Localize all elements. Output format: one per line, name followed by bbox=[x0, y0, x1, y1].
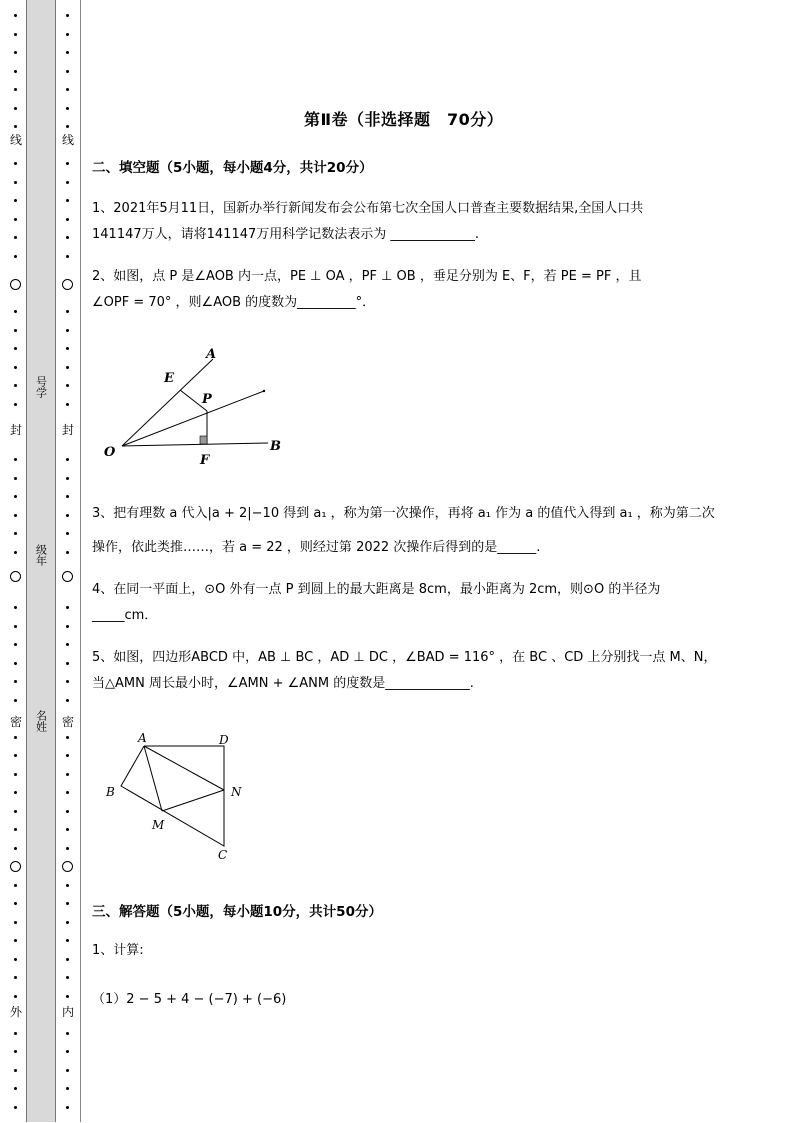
margin-dot bbox=[14, 662, 17, 665]
margin-dot bbox=[14, 532, 17, 535]
margin-dot bbox=[14, 70, 17, 73]
margin-dot bbox=[14, 366, 17, 369]
binding-dots-outer bbox=[6, 0, 26, 1122]
margin-dot bbox=[14, 643, 17, 646]
label-o: O bbox=[104, 445, 116, 460]
answer-question-1: 1、计算: bbox=[92, 943, 144, 958]
label-b: B bbox=[270, 439, 281, 454]
margin-dot bbox=[66, 347, 69, 350]
margin-word: 线 bbox=[9, 133, 22, 147]
margin-dot bbox=[66, 958, 69, 961]
margin-dot bbox=[66, 773, 69, 776]
margin-dot bbox=[66, 810, 69, 813]
quadrilateral-outline bbox=[121, 746, 224, 846]
margin-dot bbox=[66, 458, 69, 461]
section-fill-blank-heading: 二、填空题（5小题，每小题4分，共计20分） bbox=[92, 160, 373, 176]
margin-dot bbox=[66, 828, 69, 831]
margin-dot bbox=[66, 366, 69, 369]
margin-dot bbox=[14, 458, 17, 461]
margin-dot bbox=[14, 1032, 17, 1035]
label-p: P bbox=[202, 392, 212, 407]
margin-dot bbox=[66, 1050, 69, 1053]
label-b2: B bbox=[106, 785, 115, 799]
margin-dot bbox=[14, 347, 17, 350]
question-5-line-1: 5、如图，四边形ABCD 中，AB ⊥ BC ，AD ⊥ DC ，∠BAD = 116° ，在 BC 、CD 上分别找一点 M、N， bbox=[92, 650, 717, 665]
margin-dot bbox=[14, 995, 17, 998]
margin-dot bbox=[14, 699, 17, 702]
figure-angle-aob bbox=[96, 340, 296, 470]
question-2 bbox=[92, 264, 742, 316]
margin-circle bbox=[10, 571, 21, 582]
label-n: N bbox=[231, 785, 242, 799]
segment-mn bbox=[162, 790, 224, 811]
margin-dot bbox=[66, 125, 69, 128]
margin-dot bbox=[66, 995, 69, 998]
field-name bbox=[26, 710, 56, 736]
margin-dot bbox=[66, 736, 69, 739]
margin-dot bbox=[14, 1050, 17, 1053]
question-3-line-1: 3、把有理数 a 代入|a + 2|−10 得到 a₁ ，称为第一次操作，再将 a₁ 作为 a 的值代入得到 a₁ ，称为第二次 bbox=[92, 506, 715, 521]
margin-dot bbox=[14, 162, 17, 165]
margin-dot bbox=[14, 810, 17, 813]
margin-circle bbox=[62, 571, 73, 582]
margin-dot bbox=[66, 199, 69, 202]
margin-dot bbox=[14, 310, 17, 313]
margin-dot bbox=[14, 514, 17, 517]
margin-dot bbox=[66, 51, 69, 54]
margin-dot bbox=[14, 495, 17, 498]
margin-circle bbox=[62, 861, 73, 872]
margin-word: 线 bbox=[61, 133, 74, 147]
margin-dot bbox=[14, 218, 17, 221]
margin-dot bbox=[14, 625, 17, 628]
page-title: 第Ⅱ卷（非选择题 70分） bbox=[304, 110, 504, 129]
margin-dot bbox=[14, 773, 17, 776]
margin-dot bbox=[66, 551, 69, 554]
margin-circle bbox=[10, 279, 21, 290]
question-3-line-2: 操作，依此类推……，若 a = 22 ，则经过第 2022 次操作后得到的是______. bbox=[92, 540, 541, 555]
margin-dot bbox=[14, 939, 17, 942]
question-5-line-2: 当△AMN 周长最小时，∠AMN + ∠ANM 的度数是_____________. bbox=[92, 676, 474, 691]
question-4 bbox=[92, 577, 742, 629]
margin-dot bbox=[14, 736, 17, 739]
field-student-id-label: 号学 bbox=[34, 376, 48, 398]
margin-dot bbox=[14, 1087, 17, 1090]
label-a2: A bbox=[138, 731, 147, 745]
margin-dot bbox=[14, 14, 17, 17]
margin-dot bbox=[66, 643, 69, 646]
margin-dot bbox=[66, 662, 69, 665]
margin-dot bbox=[14, 551, 17, 554]
margin-word: 封 bbox=[61, 423, 74, 437]
label-e: E bbox=[164, 371, 174, 386]
margin-dot bbox=[14, 329, 17, 332]
section-answer-heading: 三、解答题（5小题，每小题10分，共计50分） bbox=[92, 904, 382, 920]
question-5 bbox=[92, 645, 742, 697]
field-student-id bbox=[26, 376, 56, 402]
margin-word: 密 bbox=[9, 715, 22, 729]
margin-dot bbox=[14, 51, 17, 54]
segment-an bbox=[144, 746, 224, 790]
margin-dot bbox=[66, 1087, 69, 1090]
margin-dot bbox=[66, 162, 69, 165]
margin-dot bbox=[14, 680, 17, 683]
question-4-line-1: 4、在同一平面上，⊙O 外有一点 P 到圆上的最大距离是 8cm，最小距离为 2cm，则⊙O 的半径为 bbox=[92, 582, 661, 597]
margin-dot bbox=[14, 107, 17, 110]
answer-question-1-part-1: （1）2 − 5 + 4 − (−7) + (−6) bbox=[92, 992, 287, 1007]
margin-dot bbox=[66, 791, 69, 794]
margin-dot bbox=[66, 477, 69, 480]
ray-ob bbox=[122, 443, 268, 446]
margin-dot bbox=[66, 847, 69, 850]
margin-dot bbox=[66, 403, 69, 406]
margin-dot bbox=[66, 754, 69, 757]
label-f: F bbox=[200, 453, 210, 468]
margin-dot bbox=[66, 625, 69, 628]
margin-dot bbox=[66, 606, 69, 609]
margin-dot bbox=[66, 939, 69, 942]
question-2-line-1: 2、如图，点 P 是∠AOB 内一点，PE ⊥ OA ，PF ⊥ OB ，垂足分别为 E、F，若 PE = PF ，且 bbox=[92, 269, 642, 284]
margin-dot bbox=[14, 33, 17, 36]
margin-dot bbox=[14, 88, 17, 91]
question-2-line-2: ∠OPF = 70° ，则∠AOB 的度数为_________°． bbox=[92, 295, 376, 310]
margin-dot bbox=[66, 921, 69, 924]
margin-dot bbox=[14, 791, 17, 794]
margin-dot bbox=[14, 754, 17, 757]
margin-circle bbox=[62, 279, 73, 290]
question-1-line-1: 1、2021年5月11日，国新办举行新闻发布会公布第七次全国人口普查主要数据结果,全国人口共 bbox=[92, 201, 644, 216]
margin-dot bbox=[66, 884, 69, 887]
margin-dot bbox=[14, 236, 17, 239]
margin-dot bbox=[14, 828, 17, 831]
margin-dot bbox=[14, 847, 17, 850]
question-3 bbox=[92, 501, 742, 561]
label-d: D bbox=[219, 733, 229, 747]
margin-dot bbox=[66, 255, 69, 258]
margin-dot bbox=[66, 680, 69, 683]
label-m: M bbox=[152, 818, 165, 832]
margin-dot bbox=[66, 699, 69, 702]
margin-dot bbox=[14, 958, 17, 961]
margin-word: 内 bbox=[61, 1005, 74, 1019]
label-c: C bbox=[218, 848, 228, 862]
ray-endpoint bbox=[263, 390, 265, 392]
margin-dot bbox=[14, 125, 17, 128]
margin-dot bbox=[66, 310, 69, 313]
field-grade bbox=[26, 544, 56, 570]
binding-inner-line bbox=[80, 0, 81, 1122]
ray-op bbox=[122, 391, 264, 446]
margin-dot bbox=[66, 532, 69, 535]
label-a: A bbox=[206, 347, 217, 362]
margin-dot bbox=[66, 384, 69, 387]
margin-dot bbox=[66, 33, 69, 36]
margin-dot bbox=[14, 921, 17, 924]
margin-dot bbox=[14, 976, 17, 979]
margin-dot bbox=[66, 236, 69, 239]
binding-dots-inner bbox=[58, 0, 78, 1122]
margin-word: 封 bbox=[9, 423, 22, 437]
margin-dot bbox=[14, 181, 17, 184]
margin-dot bbox=[14, 199, 17, 202]
margin-dot bbox=[14, 902, 17, 905]
field-grade-label: 级年 bbox=[34, 544, 48, 566]
margin-dot bbox=[14, 384, 17, 387]
margin-dot bbox=[14, 403, 17, 406]
margin-dot bbox=[66, 107, 69, 110]
figure-quadrilateral-abcd bbox=[100, 728, 260, 868]
question-4-line-2: _____cm． bbox=[92, 608, 158, 623]
margin-dot bbox=[66, 1069, 69, 1072]
margin-dot bbox=[14, 255, 17, 258]
margin-dot bbox=[14, 1069, 17, 1072]
margin-dot bbox=[66, 181, 69, 184]
margin-word: 外 bbox=[9, 1005, 22, 1019]
margin-dot bbox=[66, 1106, 69, 1109]
margin-dot bbox=[66, 495, 69, 498]
margin-word: 密 bbox=[61, 715, 74, 729]
margin-dot bbox=[14, 884, 17, 887]
margin-dot bbox=[66, 514, 69, 517]
margin-dot bbox=[66, 1032, 69, 1035]
field-name-label: 名姓 bbox=[34, 710, 48, 732]
margin-dot bbox=[66, 14, 69, 17]
margin-dot bbox=[66, 902, 69, 905]
margin-dot bbox=[66, 218, 69, 221]
margin-dot bbox=[14, 477, 17, 480]
margin-dot bbox=[66, 976, 69, 979]
margin-dot bbox=[14, 1106, 17, 1109]
right-angle-mark bbox=[200, 436, 207, 444]
question-1 bbox=[92, 196, 742, 248]
margin-circle bbox=[10, 861, 21, 872]
margin-dot bbox=[66, 329, 69, 332]
margin-dot bbox=[66, 70, 69, 73]
margin-dot bbox=[14, 606, 17, 609]
question-1-line-2: 141147万人，请将141147万用科学记数法表示为 _____________. bbox=[92, 227, 480, 242]
margin-dot bbox=[66, 88, 69, 91]
